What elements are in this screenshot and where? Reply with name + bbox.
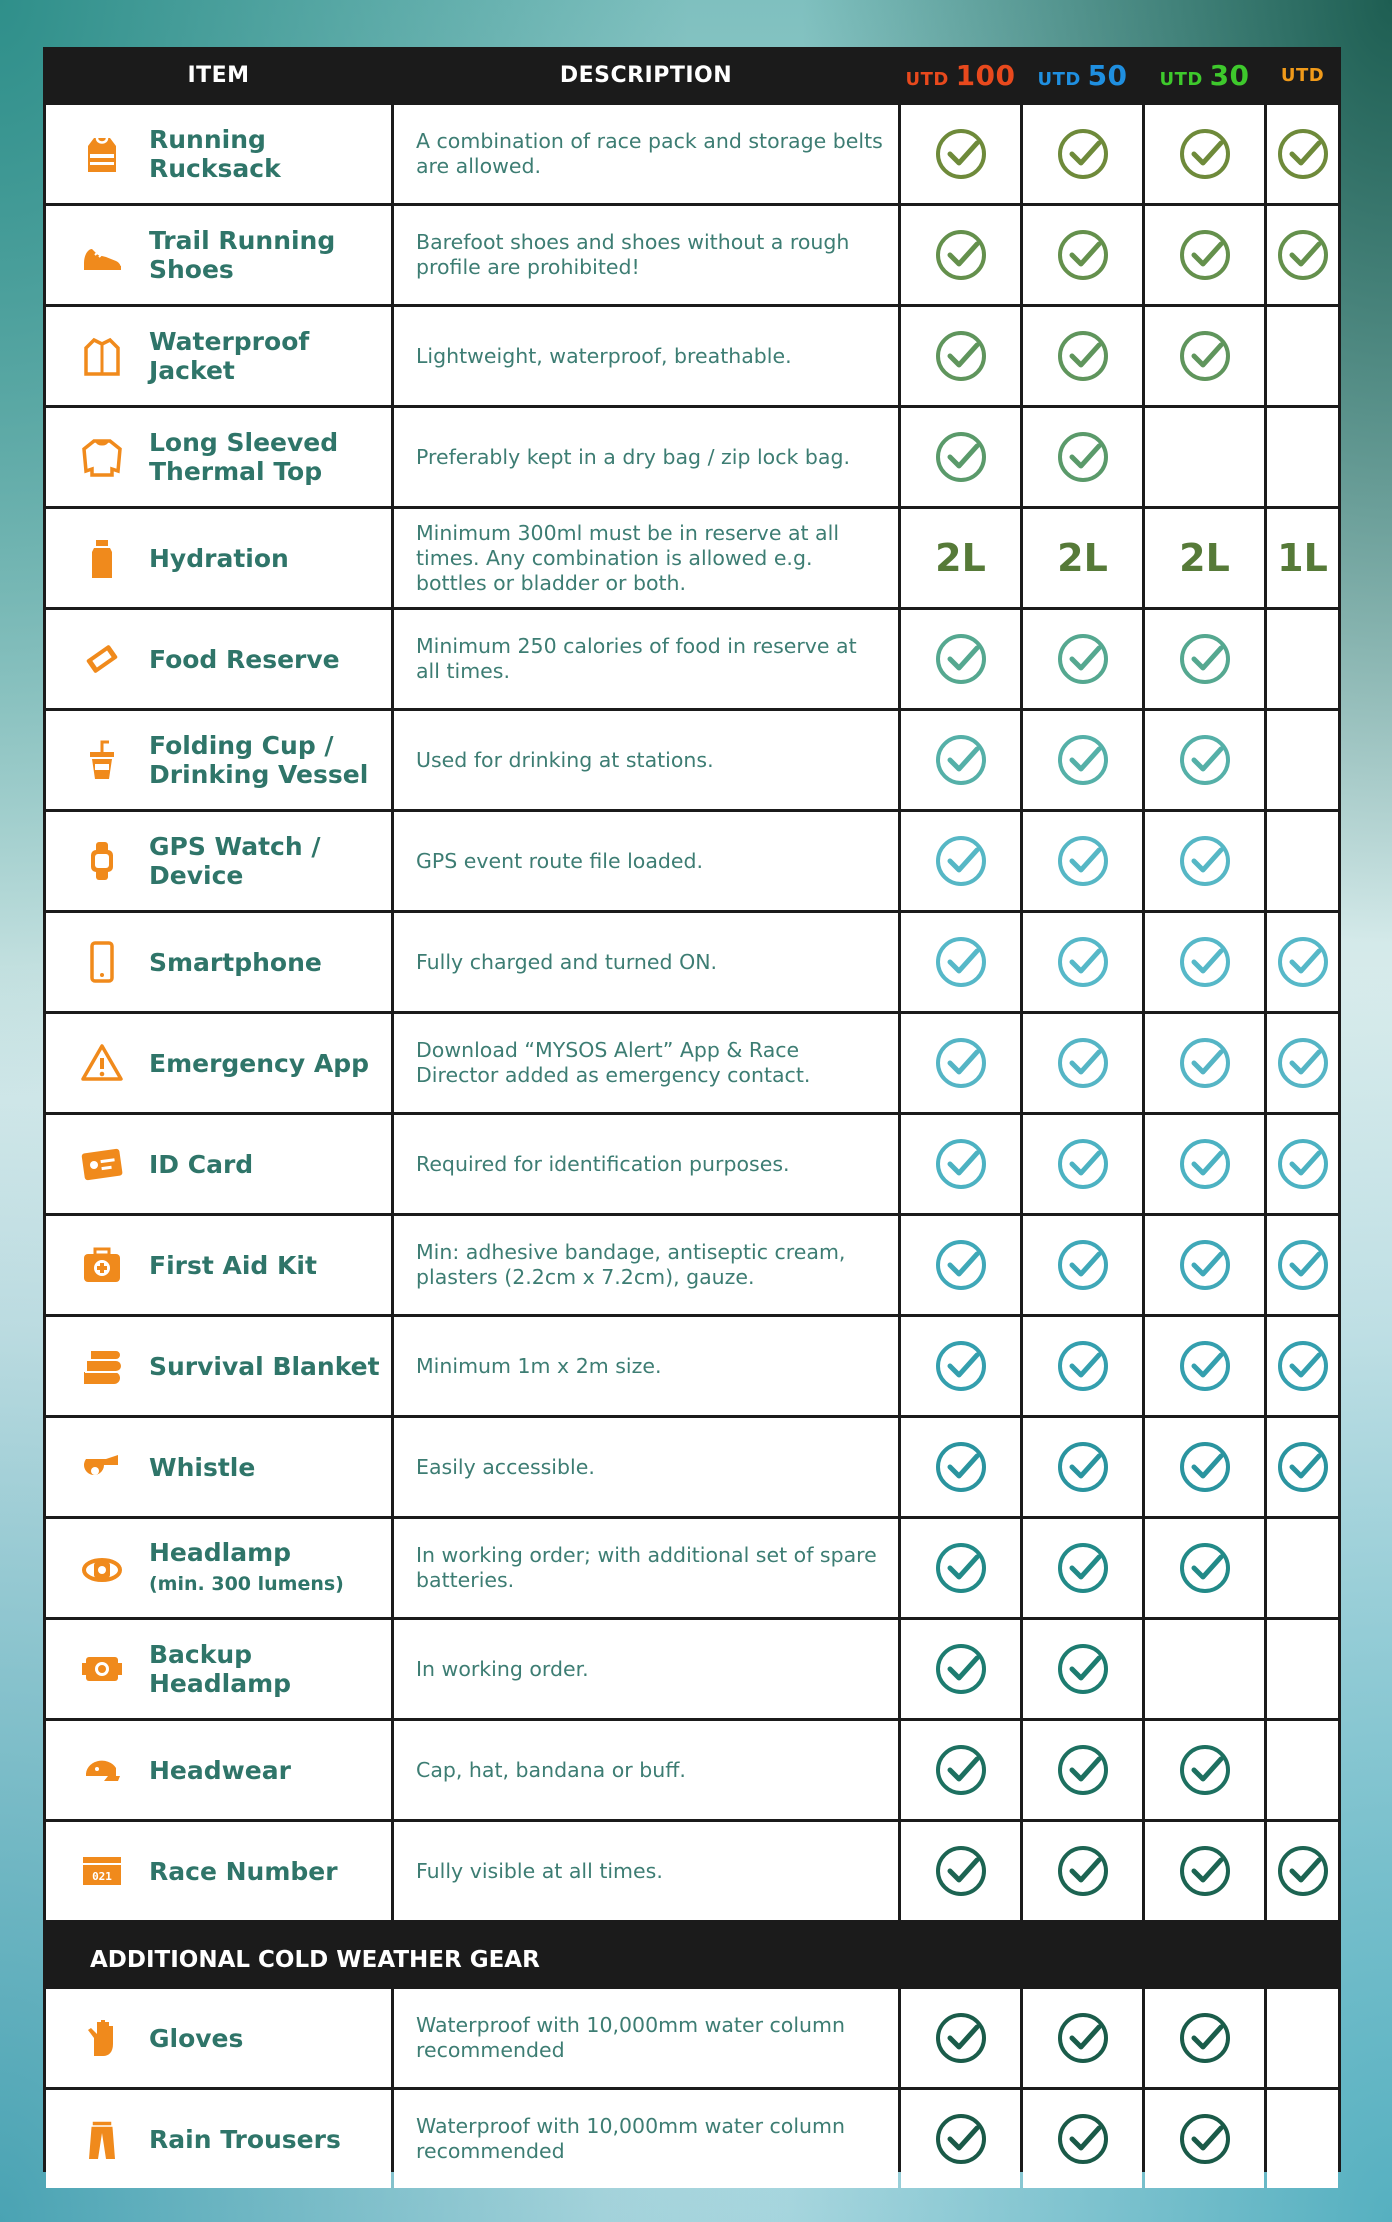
cell-utd30: [1145, 2090, 1264, 2188]
cell-utd50: [1023, 307, 1142, 405]
check-icon: [933, 1338, 989, 1394]
check-icon: [1055, 1742, 1111, 1798]
cell-utd100: [901, 1989, 1020, 2087]
hydration-volume: 1L: [1277, 536, 1328, 580]
item-cell: [46, 509, 391, 607]
cell-utd30: [1145, 1317, 1264, 1415]
cell-utd100: [901, 1115, 1020, 1213]
check-icon: [933, 1742, 989, 1798]
item-description: In working order.: [416, 1656, 589, 1681]
check-icon: [1055, 1035, 1111, 1091]
item-description: In working order; with additional set of spare batteries.: [416, 1543, 877, 1592]
check-icon: [933, 1237, 989, 1293]
item-cell: [46, 812, 391, 910]
cell-utd50: [1023, 206, 1142, 304]
cell-utd30: [1145, 509, 1264, 607]
check-icon: [1055, 732, 1111, 788]
table-row: [46, 812, 1338, 910]
description-cell: [394, 206, 898, 304]
check-icon: [1177, 2010, 1233, 2066]
cell-utd100: [901, 1822, 1020, 1920]
cell-utd15: [1267, 2090, 1338, 2188]
check-icon: [1055, 1338, 1111, 1394]
check-icon: [933, 732, 989, 788]
cell-utd15: [1267, 1317, 1338, 1415]
table-row: [46, 1115, 1338, 1213]
check-icon: [933, 227, 989, 283]
item-description: Download “MYSOS Alert” App & Race Director added as emergency contact.: [416, 1038, 811, 1087]
cell-utd100: [901, 105, 1020, 203]
cell-utd30: [1145, 408, 1264, 506]
cell-utd50: [1023, 1317, 1142, 1415]
cell-utd30: [1145, 1014, 1264, 1112]
item-cell: [46, 1216, 391, 1314]
header-item: ITEM: [187, 63, 250, 88]
warning-icon: [80, 1041, 124, 1085]
cell-utd50: [1023, 610, 1142, 708]
cell-utd50: [1023, 1115, 1142, 1213]
description-cell: [394, 1115, 898, 1213]
cell-utd15: [1267, 610, 1338, 708]
item-description: Minimum 300ml must be in reserve at all times. Any combination is allowed e.g. bottles or bladder or both.: [416, 520, 840, 595]
cell-utd100: [901, 206, 1020, 304]
description-cell: [394, 105, 898, 203]
cell-utd30: [1145, 1418, 1264, 1516]
check-icon: [1055, 833, 1111, 889]
table-row: [46, 1721, 1338, 1819]
item-name: Smartphone: [149, 947, 322, 977]
check-icon: [1177, 1237, 1233, 1293]
cell-utd30: [1145, 1115, 1264, 1213]
section-cold-weather: ADDITIONAL COLD WEATHER GEAR: [46, 1935, 1338, 1986]
table-row: [46, 1418, 1338, 1516]
check-icon: [1055, 328, 1111, 384]
energy-bar-icon: [80, 637, 124, 681]
table-row: [46, 206, 1338, 304]
table-row: [46, 1317, 1338, 1415]
cell-utd100: [901, 1721, 1020, 1819]
cell-utd50: [1023, 2090, 1142, 2188]
item-description: Easily accessible.: [416, 1454, 595, 1479]
cell-utd15: [1267, 206, 1338, 304]
smartphone-icon: [80, 940, 124, 984]
table-row: [46, 913, 1338, 1011]
check-icon: [1055, 1237, 1111, 1293]
table-row: [46, 1620, 1338, 1718]
cell-utd50: [1023, 1418, 1142, 1516]
cell-utd30: [1145, 1620, 1264, 1718]
check-icon: [1177, 2111, 1233, 2167]
cell-utd15: [1267, 1989, 1338, 2087]
item-cell: [46, 1519, 391, 1617]
svg-text:021: 021: [92, 1870, 112, 1883]
description-cell: [394, 1989, 898, 2087]
cell-utd15: [1267, 812, 1338, 910]
item-cell: [46, 1822, 391, 1920]
cell-utd15: [1267, 307, 1338, 405]
check-icon: [1177, 1439, 1233, 1495]
item-cell: [46, 610, 391, 708]
item-cell: [46, 1620, 391, 1718]
check-icon: [1177, 1742, 1233, 1798]
cell-utd50: [1023, 913, 1142, 1011]
first-aid-icon: [80, 1243, 124, 1287]
description-cell: [394, 408, 898, 506]
description-cell: [394, 610, 898, 708]
item-description: Min: adhesive bandage, antiseptic cream, plasters (2.2cm x 7.2cm), gauze.: [416, 1240, 846, 1289]
table-row: [46, 1989, 1338, 2087]
cell-utd50: [1023, 509, 1142, 607]
check-icon: [933, 833, 989, 889]
cell-utd15: [1267, 1620, 1338, 1718]
description-cell: [394, 1317, 898, 1415]
header-description: DESCRIPTION: [559, 63, 733, 88]
table-row: [46, 1216, 1338, 1314]
check-icon: [933, 934, 989, 990]
cell-utd100: [901, 307, 1020, 405]
item-description: Waterproof with 10,000mm water column recommended: [416, 2013, 845, 2062]
table-row: [46, 105, 1338, 203]
cell-utd15: [1267, 1216, 1338, 1314]
table-row: [46, 1519, 1338, 1617]
cell-utd30: [1145, 1721, 1264, 1819]
check-icon: [1275, 1843, 1331, 1899]
check-icon: [933, 1136, 989, 1192]
watch-icon: [80, 839, 124, 883]
item-description: Minimum 250 calories of food in reserve at all times.: [416, 634, 857, 683]
table-row: [46, 408, 1338, 506]
header-utd100: UTD 100: [905, 59, 1016, 92]
check-icon: [933, 429, 989, 485]
cell-utd50: [1023, 1822, 1142, 1920]
item-description: Waterproof with 10,000mm water column recommended: [416, 2114, 845, 2163]
check-icon: [1055, 2010, 1111, 2066]
item-name: Emergency App: [149, 1048, 370, 1078]
cell-utd50: [1023, 1620, 1142, 1718]
cell-utd50: [1023, 105, 1142, 203]
cell-utd15: [1267, 509, 1338, 607]
check-icon: [1177, 1540, 1233, 1596]
item-name: Waterproof Jacket: [149, 327, 310, 385]
cell-utd15: [1267, 1418, 1338, 1516]
cell-utd15: [1267, 105, 1338, 203]
cup-icon: [80, 738, 124, 782]
cell-utd30: [1145, 206, 1264, 304]
blanket-icon: [80, 1344, 124, 1388]
cell-utd100: [901, 1519, 1020, 1617]
item-cell: [46, 206, 391, 304]
item-cell: [46, 105, 391, 203]
cell-utd100: [901, 1216, 1020, 1314]
item-cell: [46, 711, 391, 809]
description-cell: [394, 307, 898, 405]
cell-utd100: [901, 1418, 1020, 1516]
check-icon: [933, 2010, 989, 2066]
item-name: Trail Running Shoes: [149, 226, 336, 284]
item-name: Gloves: [149, 2023, 244, 2053]
check-icon: [1055, 227, 1111, 283]
item-name: Survival Blanket: [149, 1351, 380, 1381]
header-utd50: UTD 50: [1037, 59, 1128, 92]
check-icon: [1275, 227, 1331, 283]
table-header: [46, 50, 1338, 102]
item-name: Food Reserve: [149, 644, 340, 674]
description-cell: [394, 1721, 898, 1819]
cell-utd100: [901, 1317, 1020, 1415]
check-icon: [1177, 732, 1233, 788]
trousers-icon: [80, 2117, 124, 2161]
description-cell: [394, 711, 898, 809]
item-description: Used for drinking at stations.: [416, 747, 714, 772]
item-cell: [46, 1989, 391, 2087]
cell-utd30: [1145, 1216, 1264, 1314]
item-description: Cap, hat, bandana or buff.: [416, 1757, 686, 1782]
cell-utd30: [1145, 812, 1264, 910]
cell-utd50: [1023, 1014, 1142, 1112]
hydration-volume: 2L: [1179, 536, 1230, 580]
item-cell: [46, 307, 391, 405]
race-bib-icon: [80, 1849, 124, 1893]
description-cell: [394, 1216, 898, 1314]
item-cell: [46, 1418, 391, 1516]
cell-utd30: [1145, 307, 1264, 405]
backup-headlamp-icon: [80, 1647, 124, 1691]
item-cell: [46, 1721, 391, 1819]
cell-utd100: [901, 1620, 1020, 1718]
table-row: [46, 610, 1338, 708]
check-icon: [1275, 1035, 1331, 1091]
cell-utd15: [1267, 1115, 1338, 1213]
check-icon: [1177, 1035, 1233, 1091]
item-name: Headlamp (min. 300 lumens): [149, 1537, 344, 1595]
check-icon: [1275, 934, 1331, 990]
cell-utd30: [1145, 1989, 1264, 2087]
item-name: Race Number: [149, 1856, 338, 1886]
check-icon: [1275, 1439, 1331, 1495]
item-name: Long Sleeved Thermal Top: [149, 428, 339, 486]
check-icon: [1055, 2111, 1111, 2167]
table-row: [46, 1822, 1338, 1920]
item-cell: [46, 1115, 391, 1213]
table-row: [46, 711, 1338, 809]
cell-utd30: [1145, 1822, 1264, 1920]
jacket-icon: [80, 334, 124, 378]
check-icon: [1177, 1338, 1233, 1394]
cell-utd30: [1145, 105, 1264, 203]
cell-utd50: [1023, 408, 1142, 506]
cell-utd100: [901, 711, 1020, 809]
item-name: GPS Watch / Device: [149, 832, 321, 890]
hydration-volume: 2L: [935, 536, 986, 580]
item-name: Rain Trousers: [149, 2124, 341, 2154]
cell-utd15: [1267, 1721, 1338, 1819]
cell-utd15: [1267, 408, 1338, 506]
item-name: Running Rucksack: [149, 125, 281, 183]
check-icon: [1177, 934, 1233, 990]
cell-utd100: [901, 2090, 1020, 2188]
check-icon: [1177, 1843, 1233, 1899]
item-cell: [46, 2090, 391, 2188]
check-icon: [933, 126, 989, 182]
item-description: GPS event route file loaded.: [416, 848, 704, 873]
item-name: ID Card: [149, 1149, 254, 1179]
cell-utd15: [1267, 913, 1338, 1011]
check-icon: [1055, 1540, 1111, 1596]
check-icon: [933, 1641, 989, 1697]
check-icon: [1055, 1439, 1111, 1495]
cell-utd100: [901, 610, 1020, 708]
item-name: Hydration: [149, 543, 289, 573]
vest-icon: [80, 132, 124, 176]
check-icon: [1055, 934, 1111, 990]
item-cell: [46, 1317, 391, 1415]
check-icon: [1055, 1136, 1111, 1192]
cell-utd50: [1023, 1216, 1142, 1314]
cell-utd100: [901, 1014, 1020, 1112]
header-utd15: UTD: [1280, 65, 1325, 86]
check-icon: [933, 2111, 989, 2167]
check-icon: [1177, 1136, 1233, 1192]
cell-utd100: [901, 408, 1020, 506]
description-cell: [394, 509, 898, 607]
item-cell: [46, 913, 391, 1011]
table-row: [46, 509, 1338, 607]
cell-utd30: [1145, 913, 1264, 1011]
check-icon: [1177, 227, 1233, 283]
table-row: [46, 1014, 1338, 1112]
check-icon: [1177, 328, 1233, 384]
table-row: [46, 2090, 1338, 2188]
cell-utd50: [1023, 812, 1142, 910]
check-icon: [933, 631, 989, 687]
description-cell: [394, 1822, 898, 1920]
check-icon: [1177, 631, 1233, 687]
item-name: First Aid Kit: [149, 1250, 317, 1280]
cell-utd30: [1145, 1519, 1264, 1617]
description-cell: [394, 1418, 898, 1516]
check-icon: [1055, 1843, 1111, 1899]
cell-utd100: [901, 913, 1020, 1011]
item-description: Minimum 1m x 2m size.: [416, 1353, 662, 1378]
item-description: Barefoot shoes and shoes without a rough profile are prohibited!: [416, 230, 850, 279]
description-cell: [394, 1620, 898, 1718]
check-icon: [1055, 631, 1111, 687]
check-icon: [1177, 833, 1233, 889]
cell-utd50: [1023, 1721, 1142, 1819]
item-name: Folding Cup / Drinking Vessel: [149, 731, 369, 789]
check-icon: [1275, 1237, 1331, 1293]
check-icon: [1055, 1641, 1111, 1697]
bottle-icon: [80, 536, 124, 580]
check-icon: [1055, 429, 1111, 485]
check-icon: [933, 1439, 989, 1495]
item-description: A combination of race pack and storage belts are allowed.: [416, 129, 883, 178]
check-icon: [1275, 126, 1331, 182]
description-cell: [394, 1014, 898, 1112]
item-description: Lightweight, waterproof, breathable.: [416, 343, 792, 368]
cell-utd30: [1145, 711, 1264, 809]
shoe-icon: [80, 233, 124, 277]
cell-utd15: [1267, 1519, 1338, 1617]
cell-utd15: [1267, 711, 1338, 809]
item-description: Fully charged and turned ON.: [416, 949, 718, 974]
header-utd30: UTD 30: [1159, 59, 1250, 92]
cell-utd100: [901, 812, 1020, 910]
item-description: Fully visible at all times.: [416, 1858, 663, 1883]
gear-table: [43, 47, 1341, 2172]
item-name: Backup Headlamp: [149, 1640, 292, 1698]
item-name: Headwear: [149, 1755, 291, 1785]
description-cell: [394, 1519, 898, 1617]
item-cell: [46, 408, 391, 506]
cell-utd15: [1267, 1822, 1338, 1920]
description-cell: [394, 2090, 898, 2188]
check-icon: [1275, 1136, 1331, 1192]
check-icon: [933, 1540, 989, 1596]
description-cell: [394, 812, 898, 910]
check-icon: [933, 328, 989, 384]
item-description: Required for identification purposes.: [416, 1151, 790, 1176]
check-icon: [1275, 1338, 1331, 1394]
cell-utd50: [1023, 711, 1142, 809]
cap-icon: [80, 1748, 124, 1792]
cell-utd50: [1023, 1989, 1142, 2087]
cell-utd15: [1267, 1014, 1338, 1112]
hydration-volume: 2L: [1057, 536, 1108, 580]
long-sleeve-icon: [80, 435, 124, 479]
whistle-icon: [80, 1445, 124, 1489]
id-card-icon: [80, 1142, 124, 1186]
cell-utd100: [901, 509, 1020, 607]
cell-utd30: [1145, 610, 1264, 708]
cell-utd50: [1023, 1519, 1142, 1617]
item-cell: [46, 1014, 391, 1112]
check-icon: [1177, 126, 1233, 182]
check-icon: [1055, 126, 1111, 182]
check-icon: [933, 1035, 989, 1091]
glove-icon: [80, 2016, 124, 2060]
headlamp-icon: [80, 1546, 124, 1590]
description-cell: [394, 913, 898, 1011]
table-row: [46, 307, 1338, 405]
item-name: Whistle: [149, 1452, 256, 1482]
item-description: Preferably kept in a dry bag / zip lock bag.: [416, 444, 850, 469]
check-icon: [933, 1843, 989, 1899]
